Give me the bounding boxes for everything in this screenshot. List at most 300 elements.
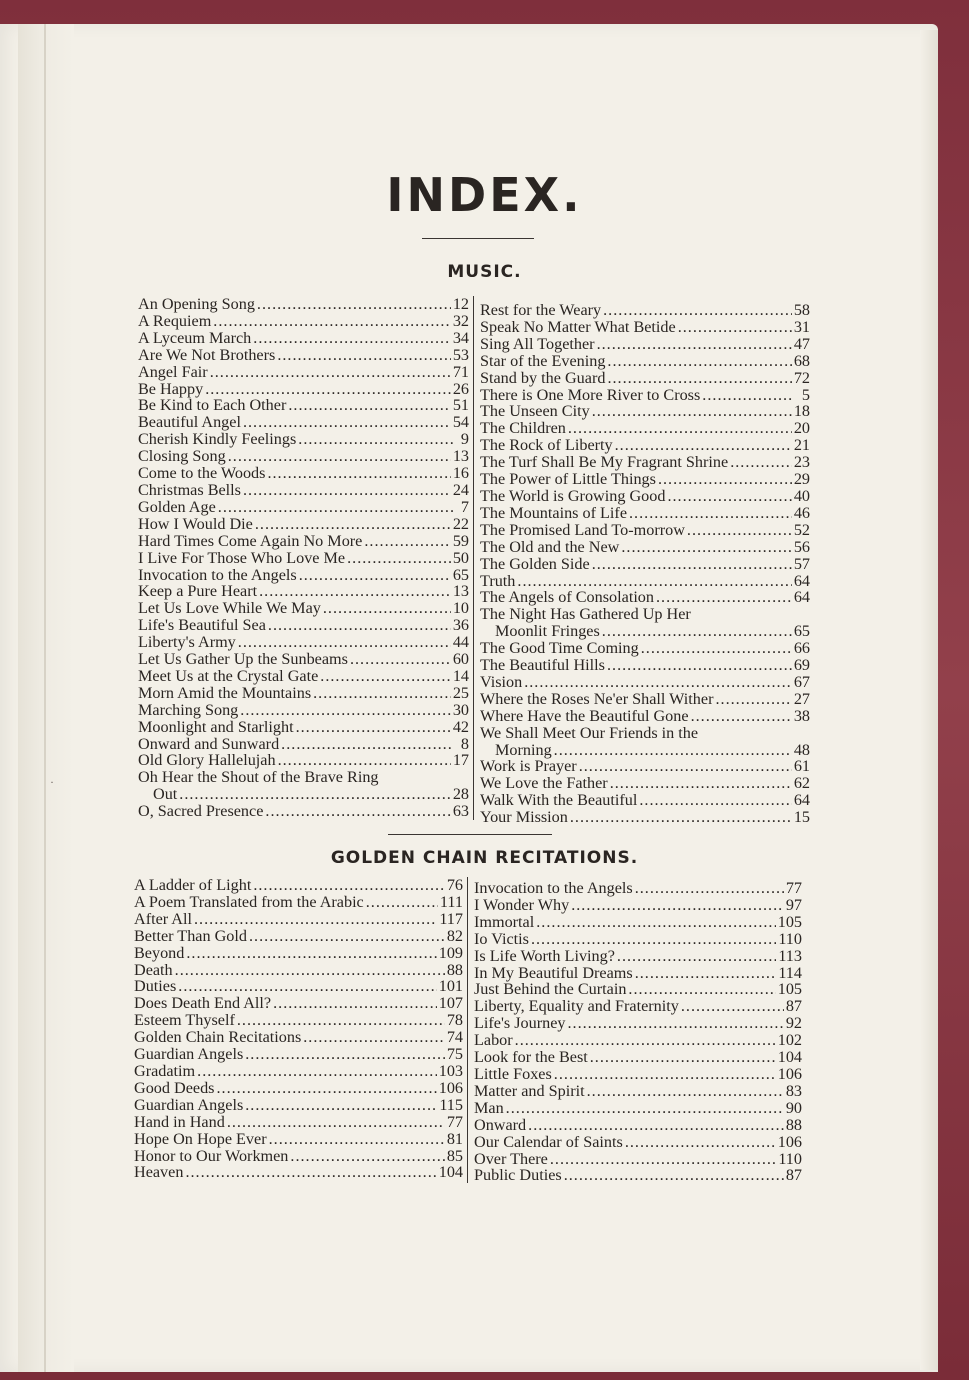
- music-column-divider: [473, 296, 474, 820]
- entry-title: Be Kind to Each Other: [138, 396, 287, 415]
- index-entry: [138, 397, 469, 414]
- entry-page-number: 114: [778, 963, 802, 982]
- dot-leader: [587, 1083, 784, 1100]
- entry-page-number: 63: [452, 802, 469, 821]
- entry-page-number: 12: [452, 295, 469, 313]
- entry-page-number: 104: [438, 1163, 463, 1182]
- index-entry: [480, 522, 810, 539]
- page-right-edge: [920, 30, 938, 1370]
- gutter-line: [44, 24, 46, 1372]
- entry-title: Marching Song: [138, 700, 239, 719]
- entry-title: Invocation to the Angels: [474, 879, 633, 897]
- dot-leader: [610, 775, 792, 792]
- entry-title: Is Life Worth Living?: [474, 946, 615, 965]
- dot-leader: [350, 651, 451, 668]
- entry-title: Speak No Matter What Betide: [480, 317, 676, 336]
- dot-leader: [656, 589, 792, 606]
- entry-title: Come to the Woods: [138, 464, 266, 483]
- entry-page-number: 62: [793, 774, 810, 793]
- dot-leader: [216, 1080, 436, 1097]
- index-entry: [480, 437, 810, 454]
- dot-leader: [243, 414, 451, 431]
- index-entry: [480, 725, 810, 742]
- dot-leader: [691, 708, 792, 725]
- index-entry: [480, 775, 810, 792]
- index-entry: [474, 914, 802, 931]
- entry-page-number: 52: [793, 520, 810, 539]
- dot-leader: [175, 962, 445, 979]
- index-entry: [138, 381, 469, 398]
- entry-title: Hand in Hand: [134, 1112, 225, 1131]
- entry-page-number: 30: [452, 700, 469, 719]
- index-entry: [134, 1012, 463, 1029]
- entry-page-number: 88: [446, 960, 463, 979]
- music-heading: MUSIC.: [447, 262, 522, 282]
- dot-leader: [635, 965, 777, 982]
- dot-leader: [218, 499, 453, 516]
- entry-page-number: 16: [452, 464, 469, 483]
- entry-page-number: 101: [438, 977, 463, 996]
- entry-page-number: 51: [452, 396, 469, 415]
- dot-leader: [179, 786, 451, 803]
- index-entry: [138, 448, 469, 465]
- index-entry: [138, 617, 469, 634]
- index-entry: [474, 1066, 802, 1083]
- entry-page-number: 113: [778, 946, 802, 965]
- entry-page-number: 105: [777, 980, 802, 999]
- entry-page-number: 40: [793, 486, 810, 505]
- entry-page-number: 106: [438, 1078, 463, 1097]
- entry-page-number: 24: [452, 480, 469, 499]
- entry-page-number: 34: [452, 328, 469, 347]
- index-entry: [138, 296, 469, 313]
- entry-page-number: 9: [460, 430, 469, 449]
- index-entry: [474, 981, 802, 998]
- index-entry: [138, 465, 469, 482]
- entry-title: Heaven: [134, 1163, 184, 1182]
- entry-title: Immortal: [474, 912, 535, 931]
- dot-leader: [296, 719, 451, 736]
- entry-title: After All: [134, 909, 192, 928]
- dot-leader: [347, 550, 451, 567]
- entry-title: Good Deeds: [134, 1078, 215, 1097]
- entry-page-number: 82: [446, 926, 463, 945]
- recitations-left-column: [134, 877, 463, 1181]
- entry-page-number: 104: [777, 1048, 802, 1067]
- entry-title: Honor to Our Workmen: [134, 1146, 289, 1165]
- entry-page-number: 110: [778, 1149, 802, 1168]
- entry-page-number: 10: [452, 599, 469, 618]
- entry-page-number: 13: [452, 447, 469, 466]
- entry-title: Death: [134, 960, 173, 979]
- index-entry: [480, 792, 810, 809]
- entry-page-number: 75: [446, 1045, 463, 1064]
- entry-title: Guardian Angels: [134, 1095, 244, 1114]
- dot-leader: [245, 1097, 437, 1114]
- entry-title: I Wonder Why: [474, 895, 570, 914]
- index-entry: [134, 1114, 463, 1131]
- index-entry: [138, 685, 469, 702]
- dot-leader: [303, 1029, 445, 1046]
- dot-leader: [607, 657, 792, 674]
- entry-page-number: 68: [793, 351, 810, 370]
- entry-title: A Poem Translated from the Arabic: [134, 892, 364, 911]
- entry-page-number: 22: [452, 514, 469, 533]
- entry-page-number: 44: [452, 633, 469, 652]
- entry-page-number: 67: [793, 672, 810, 691]
- index-entry: [480, 403, 810, 420]
- dot-leader: [628, 981, 775, 998]
- title-rule: [422, 238, 534, 239]
- entry-page-number: 87: [785, 997, 802, 1016]
- dot-leader: [567, 1015, 783, 1032]
- entry-title: Moonlight and Starlight: [138, 717, 294, 736]
- entry-title: Morn Amid the Mountains: [138, 683, 312, 702]
- entry-page-number: 66: [793, 639, 810, 658]
- entry-title: Let Us Love While We May: [138, 599, 321, 618]
- index-entry: [480, 589, 810, 606]
- entry-title: Life's Journey: [474, 1014, 566, 1033]
- entry-page-number: 14: [452, 666, 469, 685]
- entry-page-number: 107: [438, 994, 463, 1013]
- entry-title: The Mountains of Life: [480, 503, 627, 522]
- entry-title: Christmas Bells: [138, 480, 241, 499]
- entry-title: Io Victis: [474, 929, 529, 948]
- entry-title: The Rock of Liberty: [480, 436, 613, 455]
- index-entry: [480, 708, 810, 725]
- entry-title: The Old and the New: [480, 537, 620, 556]
- index-entry: [480, 353, 810, 370]
- entry-page-number: 59: [452, 531, 469, 550]
- dot-leader: [273, 995, 437, 1012]
- recitations-right-column: [474, 880, 802, 1184]
- margin-mark: ·: [50, 775, 54, 789]
- entry-page-number: 64: [793, 588, 810, 607]
- entry-page-number: 47: [793, 334, 810, 353]
- entry-title: Liberty's Army: [138, 633, 236, 652]
- dot-leader: [702, 387, 794, 404]
- page-title: INDEX.: [386, 168, 583, 222]
- dot-leader: [253, 877, 444, 894]
- entry-title: Work is Prayer: [480, 757, 577, 776]
- dot-leader: [245, 1046, 445, 1063]
- index-entry: [138, 668, 469, 685]
- index-entry: [138, 330, 469, 347]
- entry-page-number: 115: [439, 1095, 463, 1114]
- dot-leader: [568, 420, 792, 437]
- dot-leader: [253, 330, 451, 347]
- dot-leader: [227, 1114, 445, 1131]
- dot-leader: [257, 296, 451, 313]
- dot-leader: [197, 1063, 437, 1080]
- entry-page-number: 8: [460, 734, 469, 753]
- index-entry: [138, 769, 469, 786]
- index-entry: [134, 962, 463, 979]
- index-entry: [134, 1063, 463, 1080]
- entry-page-number: 97: [785, 895, 802, 914]
- entry-page-number: 103: [438, 1061, 463, 1080]
- index-entry: [134, 945, 463, 962]
- dot-leader: [255, 516, 451, 533]
- dot-leader: [249, 928, 445, 945]
- index-entry: [474, 1100, 802, 1117]
- entry-title: Golden Chain Recitations: [134, 1028, 302, 1047]
- entry-title: Gradatim: [134, 1061, 196, 1080]
- dot-leader: [237, 1012, 445, 1029]
- entry-title: Morning: [495, 740, 552, 759]
- dot-leader: [268, 617, 451, 634]
- entry-title: Rest for the Weary: [480, 301, 602, 319]
- entry-title: In My Beautiful Dreams: [474, 963, 633, 982]
- entry-title: The Angels of Consolation: [480, 588, 654, 607]
- dot-leader: [554, 742, 792, 759]
- entry-page-number: 109: [438, 943, 463, 962]
- entry-page-number: 17: [452, 751, 469, 770]
- entry-title: Esteem Thyself: [134, 1011, 235, 1030]
- index-entry: [480, 657, 810, 674]
- dot-leader: [506, 1100, 784, 1117]
- dot-leader: [277, 347, 451, 364]
- index-entry: [138, 752, 469, 769]
- entry-page-number: 15: [793, 808, 810, 827]
- index-entry: [138, 786, 469, 803]
- index-entry: [138, 414, 469, 431]
- dot-leader: [536, 914, 775, 931]
- recitations-heading: GOLDEN CHAIN RECITATIONS.: [330, 848, 639, 868]
- entry-title: Old Glory Hallelujah: [138, 751, 276, 770]
- entry-title: Be Happy: [138, 379, 204, 398]
- index-entry: [480, 623, 810, 640]
- index-entry: [480, 302, 810, 319]
- index-entry: [480, 742, 810, 759]
- entry-page-number: 61: [793, 757, 810, 776]
- entry-title: The Children: [480, 419, 566, 438]
- index-entry: [134, 1148, 463, 1165]
- dot-leader: [240, 702, 451, 719]
- entry-title: Closing Song: [138, 447, 226, 466]
- index-entry: [474, 931, 802, 948]
- entry-title: Vision: [480, 672, 523, 691]
- index-entry: [134, 928, 463, 945]
- entry-page-number: 48: [793, 740, 810, 759]
- entry-title: Onward and Sunward: [138, 734, 280, 753]
- dot-leader: [205, 381, 451, 398]
- index-entry: [480, 674, 810, 691]
- entry-title: We Shall Meet Our Friends in the: [480, 723, 699, 742]
- index-entry: [480, 691, 810, 708]
- index-entry: [138, 516, 469, 533]
- entry-page-number: 71: [452, 362, 469, 381]
- index-entry: [480, 471, 810, 488]
- index-entry: [134, 877, 463, 894]
- dot-leader: [592, 403, 792, 420]
- dot-leader: [621, 539, 791, 556]
- index-entry: [480, 758, 810, 775]
- entry-title: Golden Age: [138, 497, 216, 516]
- dot-leader: [178, 978, 436, 995]
- index-entry: [480, 809, 810, 826]
- index-entry: [134, 1097, 463, 1114]
- entry-title: Cherish Kindly Feelings: [138, 430, 297, 449]
- entry-title: Truth: [480, 571, 516, 590]
- entry-title: Over There: [474, 1149, 548, 1168]
- entry-page-number: 74: [446, 1028, 463, 1047]
- entry-page-number: 29: [793, 470, 810, 489]
- index-entry: [134, 1164, 463, 1181]
- entry-title: Our Calendar of Saints: [474, 1132, 623, 1151]
- dot-leader: [210, 364, 451, 381]
- entry-page-number: 18: [793, 402, 810, 421]
- dot-leader: [617, 948, 776, 965]
- entry-title: Public Duties: [474, 1166, 562, 1185]
- dot-leader: [269, 1131, 445, 1148]
- entry-title: Keep a Pure Heart: [138, 582, 258, 601]
- entry-page-number: 46: [793, 503, 810, 522]
- index-entry: [134, 1029, 463, 1046]
- dot-leader: [528, 1117, 784, 1134]
- index-entry: [480, 488, 810, 505]
- entry-page-number: 87: [785, 1166, 802, 1185]
- dot-leader: [579, 758, 792, 775]
- index-entry: [474, 880, 802, 897]
- entry-page-number: 57: [793, 554, 810, 573]
- dot-leader: [517, 573, 791, 590]
- entry-page-number: 105: [777, 912, 802, 931]
- entry-page-number: 23: [793, 453, 810, 472]
- index-entry: [138, 651, 469, 668]
- entry-title: Better Than Gold: [134, 926, 247, 945]
- dot-leader: [299, 567, 451, 584]
- entry-title: Duties: [134, 977, 177, 996]
- entry-title: Meet Us at the Crystal Gate: [138, 666, 319, 685]
- dot-leader: [238, 634, 451, 651]
- index-entry: [474, 948, 802, 965]
- entry-page-number: 117: [439, 909, 463, 928]
- entry-title: The World is Growing Good: [480, 486, 666, 505]
- entry-title: The Good Time Coming: [480, 639, 639, 658]
- entry-title: A Requiem: [138, 311, 212, 330]
- entry-title: Guardian Angels: [134, 1045, 244, 1064]
- entry-title: An Opening Song: [138, 295, 255, 313]
- index-entry: [134, 995, 463, 1012]
- index-entry: [474, 1117, 802, 1134]
- entry-title: Life's Beautiful Sea: [138, 616, 266, 635]
- entry-page-number: 106: [777, 1132, 802, 1151]
- entry-page-number: 88: [785, 1115, 802, 1134]
- dot-leader: [515, 1032, 776, 1049]
- index-entry: [134, 894, 463, 911]
- entry-page-number: 78: [446, 1011, 463, 1030]
- dot-leader: [730, 454, 792, 471]
- entry-title: Little Foxes: [474, 1064, 552, 1083]
- entry-title: How I Would Die: [138, 514, 253, 533]
- entry-page-number: 5: [801, 385, 810, 404]
- dot-leader: [323, 600, 451, 617]
- index-entry: [480, 336, 810, 353]
- entry-title: Beautiful Angel: [138, 413, 241, 432]
- dot-leader: [658, 471, 792, 488]
- index-entry: [480, 573, 810, 590]
- entry-title: Where the Roses Ne'er Shall Wither: [480, 689, 714, 708]
- index-entry: [480, 319, 810, 336]
- entry-page-number: 36: [452, 616, 469, 635]
- index-entry: [138, 499, 469, 516]
- entry-title: Your Mission: [480, 808, 568, 827]
- entry-title: Matter and Spirit: [474, 1081, 585, 1100]
- index-entry: [474, 965, 802, 982]
- entry-title: Just Behind the Curtain: [474, 980, 627, 999]
- index-entry: [138, 567, 469, 584]
- entry-title: Invocation to the Angels: [138, 565, 297, 584]
- dot-leader: [194, 911, 437, 928]
- entry-page-number: 65: [452, 565, 469, 584]
- index-entry: [480, 420, 810, 437]
- entry-title: Moonlit Fringes: [495, 622, 600, 641]
- entry-title: The Turf Shall Be My Fragrant Shrine: [480, 453, 729, 472]
- dot-leader: [185, 1164, 436, 1181]
- entry-page-number: 111: [439, 892, 463, 911]
- entry-page-number: 31: [793, 317, 810, 336]
- dot-leader: [602, 623, 792, 640]
- index-entry: [138, 583, 469, 600]
- entry-title: Onward: [474, 1115, 527, 1134]
- dot-leader: [571, 897, 784, 914]
- dot-leader: [635, 880, 784, 897]
- entry-page-number: 69: [793, 656, 810, 675]
- entry-page-number: 54: [452, 413, 469, 432]
- music-right-column: [480, 302, 810, 826]
- dot-leader: [366, 894, 438, 911]
- recitations-column-divider: [467, 877, 468, 1183]
- entry-page-number: 76: [446, 876, 463, 894]
- entry-page-number: 110: [778, 929, 802, 948]
- entry-page-number: 20: [793, 419, 810, 438]
- entry-title: The Promised Land To-morrow: [480, 520, 685, 539]
- dot-leader: [607, 353, 791, 370]
- entry-page-number: 65: [793, 622, 810, 641]
- dot-leader: [320, 668, 451, 685]
- index-entry: [138, 702, 469, 719]
- entry-title: A Lyceum March: [138, 328, 252, 347]
- entry-title: The Golden Side: [480, 554, 590, 573]
- dot-leader: [554, 1066, 776, 1083]
- dot-leader: [641, 640, 792, 657]
- entry-title: The Beautiful Hills: [480, 656, 605, 675]
- entry-page-number: 7: [460, 497, 469, 516]
- section-rule: [388, 834, 552, 835]
- dot-leader: [678, 319, 792, 336]
- dot-leader: [228, 448, 451, 465]
- entry-page-number: 77: [446, 1112, 463, 1131]
- index-entry: [480, 640, 810, 657]
- entry-title: Stand by the Guard: [480, 368, 606, 387]
- index-entry: [134, 978, 463, 995]
- index-entry: [474, 998, 802, 1015]
- entry-title: I Live For Those Who Love Me: [138, 548, 346, 567]
- entry-page-number: 81: [446, 1129, 463, 1148]
- index-entry: [138, 364, 469, 381]
- entry-page-number: 106: [777, 1064, 802, 1083]
- entry-title: There is One More River to Cross: [480, 385, 701, 404]
- dot-leader: [213, 313, 451, 330]
- entry-title: Look for the Best: [474, 1048, 588, 1067]
- entry-page-number: 27: [793, 689, 810, 708]
- entry-title: The Night Has Gathered Up Her: [480, 605, 691, 624]
- entry-page-number: 64: [793, 791, 810, 810]
- entry-page-number: 92: [785, 1014, 802, 1033]
- dot-leader: [364, 533, 450, 550]
- entry-page-number: 21: [793, 436, 810, 455]
